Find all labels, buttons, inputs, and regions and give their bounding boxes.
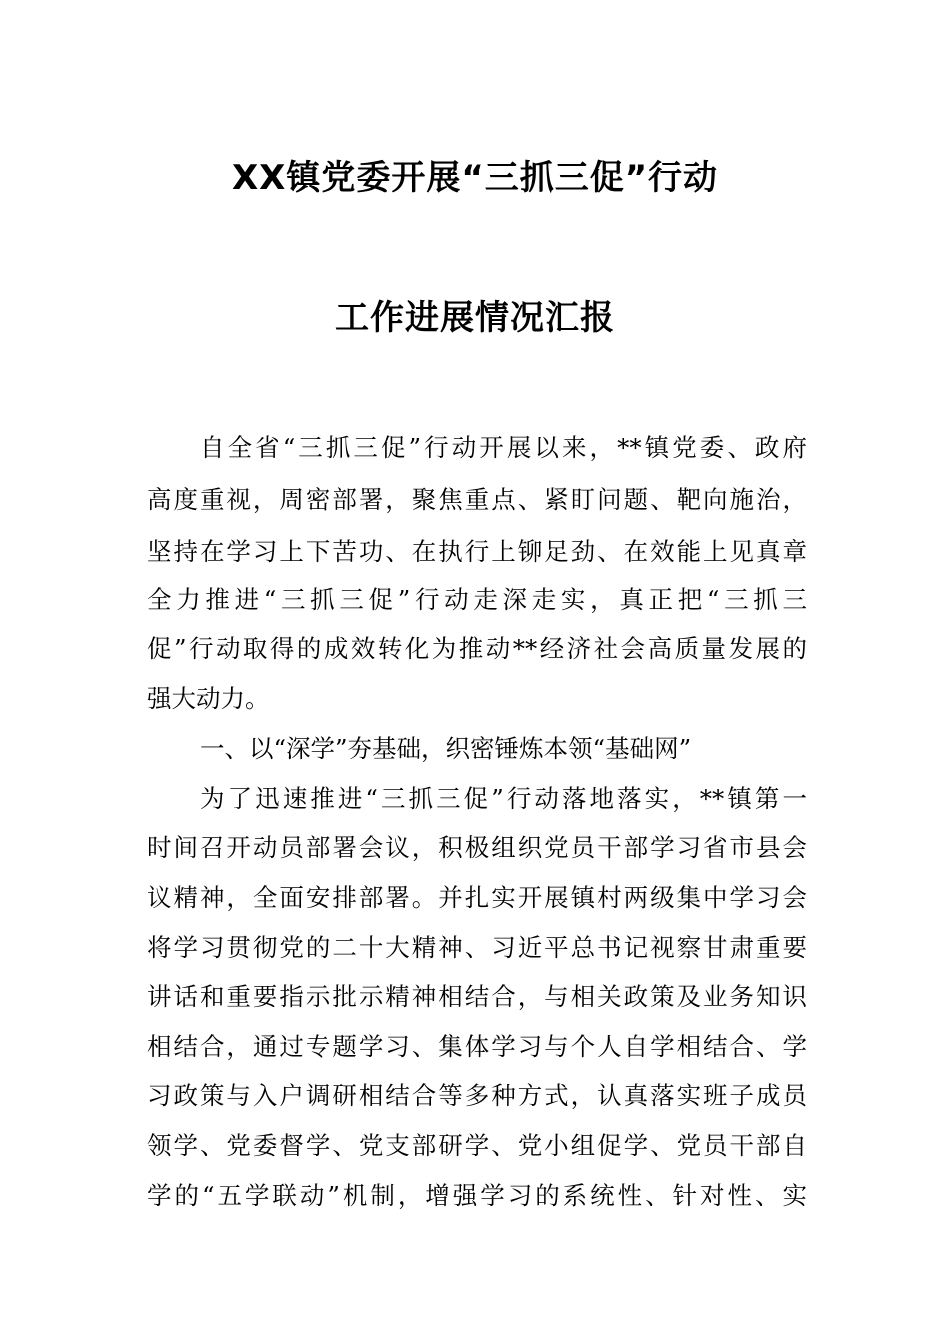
paragraph-line: 领学、党委督学、党支部研学、党小组促学、党员干部自 xyxy=(147,1131,807,1160)
paragraph-line: 促”行动取得的成效转化为推动**经济社会高质量发展的 xyxy=(147,634,807,663)
paragraph-line: 习政策与入户调研相结合等多种方式，认真落实班子成员 xyxy=(147,1081,807,1110)
paragraph-line: 坚持在学习上下苦功、在执行上铆足劲、在效能上见真章 xyxy=(147,537,807,566)
document-title-line-2: 工作进展情况汇报 xyxy=(335,298,615,338)
paragraph-line: 学的“五学联动”机制，增强学习的系统性、针对性、实 xyxy=(147,1181,807,1210)
paragraph-line: 讲话和重要指示批示精神相结合，与相关政策及业务知识 xyxy=(147,982,807,1011)
section-heading: 一、以“深学”夯基础，织密锤炼本领“基础网” xyxy=(200,734,692,763)
paragraph-line: 时间召开动员部署会议，积极组织党员干部学习省市县会 xyxy=(147,833,807,862)
paragraph-line: 为了迅速推进“三抓三促”行动落地落实，**镇第一 xyxy=(200,784,807,813)
paragraph-line: 议精神，全面安排部署。并扎实开展镇村两级集中学习会 xyxy=(147,883,807,912)
paragraph-line: 高度重视，周密部署，聚焦重点、紧盯问题、靶向施治， xyxy=(147,485,807,514)
paragraph-line: 自全省“三抓三促”行动开展以来，**镇党委、政府 xyxy=(200,433,807,462)
document-title-line-1: XX镇党委开展“三抓三促”行动 xyxy=(231,158,719,198)
paragraph-line: 相结合，通过专题学习、集体学习与个人自学相结合、学 xyxy=(147,1032,807,1061)
paragraph-line: 全力推进“三抓三促”行动走深走实，真正把“三抓三 xyxy=(147,585,807,614)
paragraph-line: 将学习贯彻党的二十大精神、习近平总书记视察甘肃重要 xyxy=(147,933,807,962)
paragraph-line: 强大动力。 xyxy=(147,684,270,713)
